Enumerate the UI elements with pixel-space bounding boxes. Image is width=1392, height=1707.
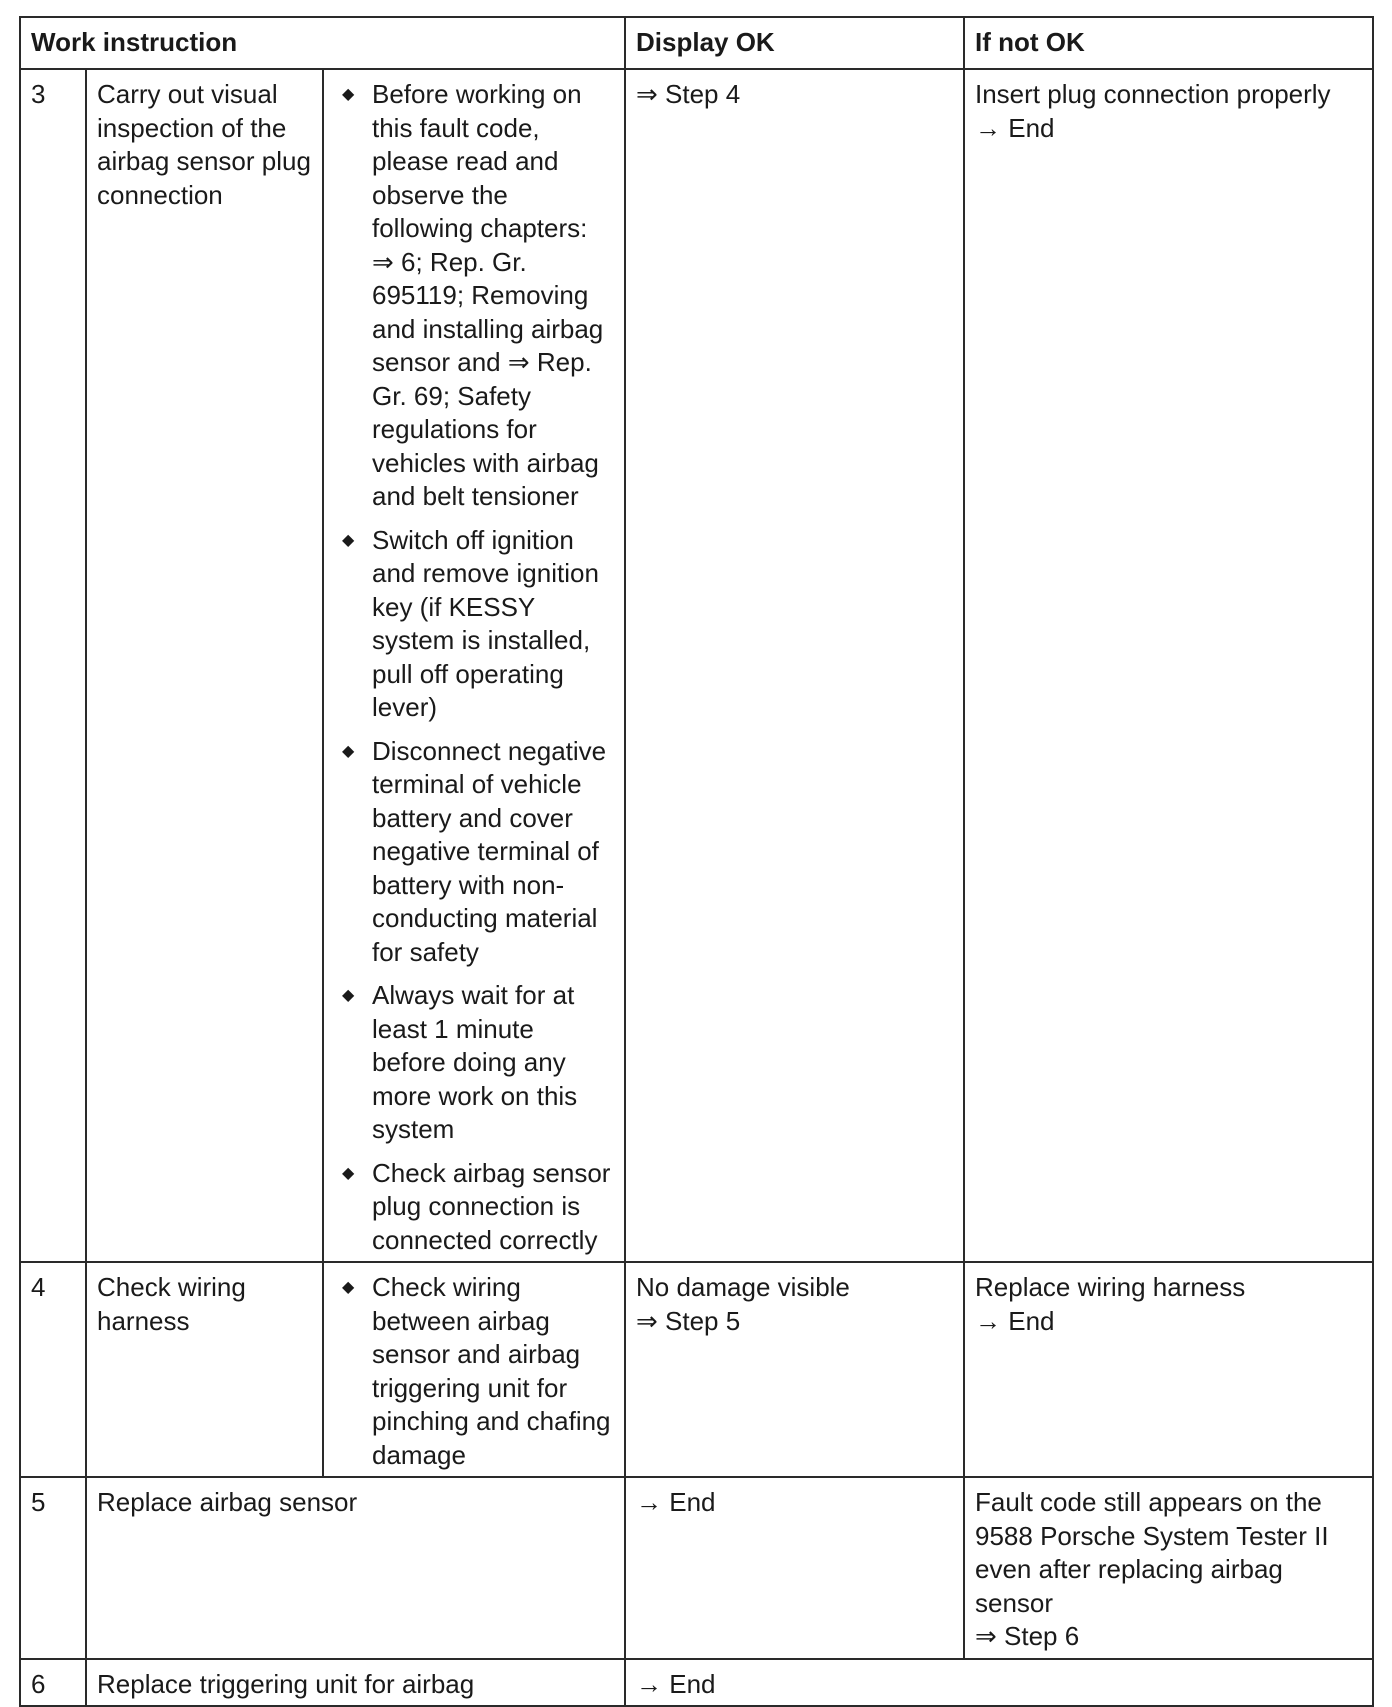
diamond-bullet-icon: ◆ xyxy=(342,1164,355,1182)
instruction-item xyxy=(334,979,614,1147)
instruction-list xyxy=(334,1271,614,1472)
if-not-ok-next: ⇒ Step 6 xyxy=(975,1621,1080,1651)
table-row-step-6 xyxy=(20,1659,1373,1707)
if-not-ok-text: Insert plug connection properly xyxy=(975,79,1331,109)
display-ok-cell xyxy=(625,1262,964,1477)
instructions-cell xyxy=(323,1262,625,1477)
task-description: Replace triggering unit for airbag xyxy=(86,1659,625,1707)
diamond-bullet-icon: ◆ xyxy=(342,742,355,760)
if-not-ok-cell xyxy=(964,1262,1373,1477)
header-display-ok: Display OK xyxy=(625,17,964,69)
task-description: Replace airbag sensor xyxy=(86,1477,625,1659)
step-number: 4 xyxy=(20,1262,86,1477)
display-ok-text: → End xyxy=(636,1487,716,1517)
instruction-item xyxy=(334,78,614,514)
table-row-step-5 xyxy=(20,1477,1373,1659)
instruction-item xyxy=(334,1271,614,1472)
work-instruction-table xyxy=(19,16,1374,1707)
if-not-ok-cell xyxy=(964,1477,1373,1659)
table-row-step-3 xyxy=(20,69,1373,1262)
task-description: Check wiring harness xyxy=(86,1262,323,1477)
instruction-text: Before working on this fault code, please read and observe the following chapters: ⇒ 6; Rep. Gr. 695119; Removing and installing airbag sensor and ⇒ Rep. Gr. 69; Safety regulations for vehicles with airbag and belt tensioner xyxy=(372,79,604,511)
diamond-bullet-icon: ◆ xyxy=(342,86,355,103)
display-ok-cell xyxy=(625,69,964,1262)
if-not-ok-text: Fault code still appears on the 9588 Porsche System Tester II even after replacing airbag sensor xyxy=(975,1487,1329,1618)
instruction-text: Check wiring between airbag sensor and airbag triggering unit for pinching and chafing damage xyxy=(372,1272,611,1470)
display-ok-cell xyxy=(625,1659,1373,1707)
if-not-ok-text: Replace wiring harness xyxy=(975,1272,1246,1302)
step-number: 6 xyxy=(20,1659,86,1707)
instruction-text: Check airbag sensor plug connection is connected correctly xyxy=(372,1157,611,1255)
instruction-text: Disconnect negative terminal of vehicle battery and cover negative terminal of battery with non-conducting material for safety xyxy=(372,735,607,967)
instruction-item xyxy=(334,1157,614,1258)
instruction-list xyxy=(334,78,614,1257)
table-row-step-4 xyxy=(20,1262,1373,1477)
diamond-bullet-icon: ◆ xyxy=(342,1279,355,1296)
display-ok-cell xyxy=(625,1477,964,1659)
display-ok-text: ⇒ Step 4 xyxy=(636,79,741,109)
diamond-bullet-icon: ◆ xyxy=(342,987,355,1004)
instruction-text: Switch off ignition and remove ignition key (if KESSY system is installed, pull off operating lever) xyxy=(372,524,599,722)
table-header-row xyxy=(20,17,1373,69)
instruction-item xyxy=(334,524,614,725)
instructions-cell xyxy=(323,69,625,1262)
display-ok-text: → End xyxy=(636,1668,716,1699)
instruction-item xyxy=(334,735,614,970)
step-number: 3 xyxy=(20,69,86,1262)
task-description: Carry out visual inspection of the airbag sensor plug connection xyxy=(86,69,323,1262)
if-not-ok-next: → End xyxy=(975,112,1055,143)
display-ok-text: No damage visible xyxy=(636,1272,850,1302)
display-ok-next: ⇒ Step 5 xyxy=(636,1305,741,1336)
if-not-ok-next: → End xyxy=(975,1305,1055,1336)
step-number: 5 xyxy=(20,1477,86,1659)
header-if-not-ok: If not OK xyxy=(964,17,1373,69)
instruction-text: Always wait for at least 1 minute before doing any more work on this system xyxy=(372,980,578,1144)
diamond-bullet-icon: ◆ xyxy=(342,531,355,549)
if-not-ok-cell xyxy=(964,69,1373,1262)
header-work-instruction: Work instruction xyxy=(20,17,625,69)
